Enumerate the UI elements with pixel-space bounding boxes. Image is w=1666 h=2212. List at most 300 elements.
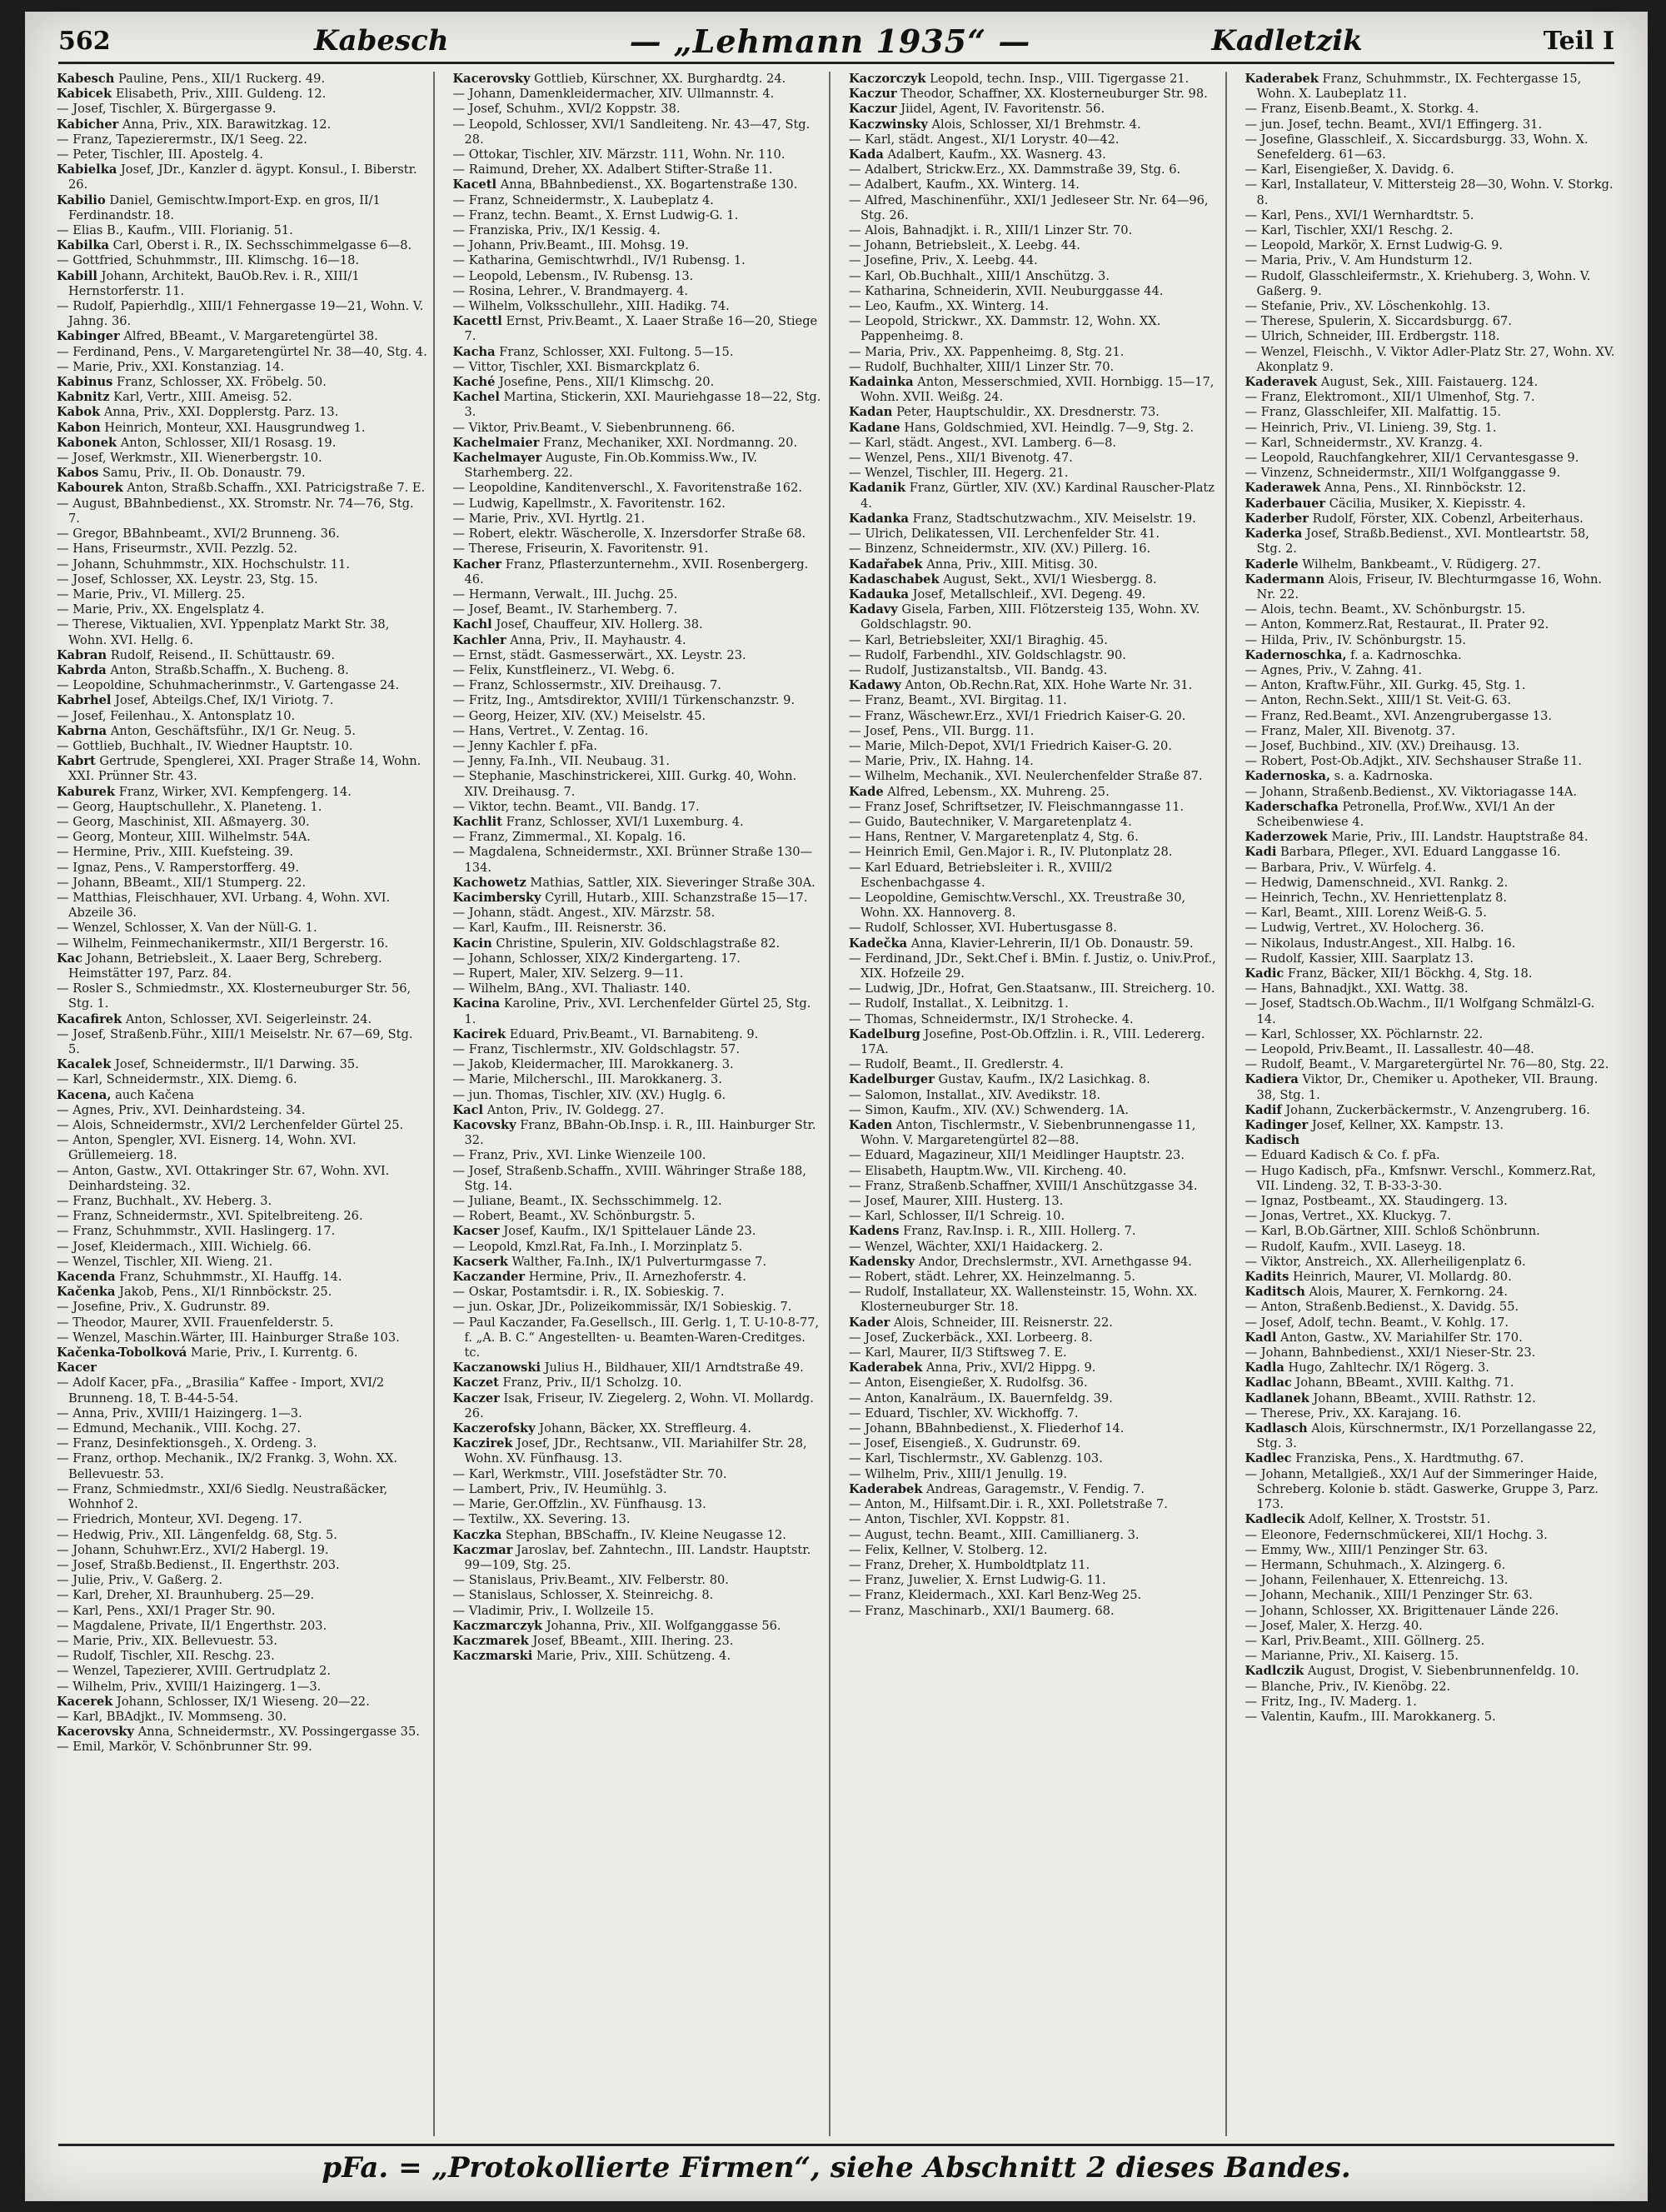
directory-entry — [57, 876, 428, 891]
entry-details: — Guido, Bautechniker, V. Margaretenplatz 4. — [849, 814, 1132, 829]
directory-entry — [453, 436, 825, 451]
directory-entry — [453, 1224, 825, 1239]
entry-details: — Johann, BBahnbedienst., X. Fliederhof 14. — [849, 1421, 1125, 1436]
directory-entry — [1245, 1376, 1619, 1391]
entry-details: Josef, Kellner, XX. Kampstr. 13. — [1311, 1118, 1504, 1133]
directory-entry — [57, 1316, 428, 1331]
directory-entry — [57, 921, 428, 936]
directory-entry — [1245, 1316, 1619, 1331]
entry-details: — Wenzel, Tischler, XII. Wieng. 21. — [57, 1254, 273, 1269]
entry-surname: Kaden — [849, 1118, 893, 1133]
entry-surname: Kadinger — [1245, 1118, 1309, 1133]
directory-entry — [453, 193, 825, 208]
directory-entry — [57, 617, 428, 647]
directory-entry — [1245, 1649, 1619, 1664]
entry-details: Rudolf, Förster, XIX. Cobenzl, Arbeiterhaus. — [1312, 511, 1584, 526]
directory-entry — [57, 1285, 428, 1300]
directory-entry — [57, 329, 428, 344]
entry-details: auch Kačena — [115, 1087, 194, 1102]
entry-details: — Vittor, Tischler, XXI. Bismarckplatz 6. — [452, 359, 701, 374]
entry-details: — Anna, Priv., XVIII/1 Haizingerg. 1—3. — [57, 1406, 302, 1421]
directory-entry — [1245, 633, 1619, 648]
directory-entry — [57, 1072, 428, 1087]
directory-entry — [849, 1316, 1220, 1331]
entry-surname: Kacetl — [452, 177, 497, 192]
entry-details: Anna, Klavier-Lehrerin, II/1 Ob. Donaustr. 59. — [910, 936, 1194, 951]
entry-details: — Wenzel, Tischler, III. Hegerg. 21. — [849, 466, 1069, 481]
entry-details: Hugo, Zahltechr. IX/1 Rögerg. 3. — [1288, 1361, 1489, 1376]
directory-entry — [57, 1194, 428, 1209]
entry-surname: Kadisch — [1245, 1133, 1300, 1148]
entry-details: — Josefine, Priv., X. Gudrunstr. 89. — [57, 1300, 270, 1315]
entry-details: — Rudolf, Beamt., V. Margaretergürtel Nr. 76—80, Stg. 22. — [1245, 1057, 1609, 1072]
entry-details: — Salomon, Installat., XIV. Avedikstr. 18. — [849, 1087, 1101, 1102]
entry-details: Franz, BBahn-Ob.Insp. i. R., III. Hainburger Str. 32. — [464, 1118, 816, 1148]
entry-details: — Josef, Straßb.Bedienst., II. Engerthstr. 203. — [57, 1557, 340, 1572]
directory-entry — [1245, 1406, 1619, 1421]
entry-details: — Eleonore, Federnschmückerei, XII/1 Hochg. 3. — [1245, 1527, 1548, 1542]
entry-details: Marie, Priv., III. Landstr. Hauptstraße 84. — [1331, 830, 1589, 845]
entry-surname: Kachler — [452, 632, 506, 647]
entry-details: — Maria, Priv., XX. Pappenheimg. 8, Stg. 21. — [849, 344, 1125, 359]
entry-details: — Leopold, Markör, X. Ernst Ludwig-G. 9. — [1245, 238, 1504, 253]
entry-surname: Kadens — [849, 1224, 900, 1239]
entry-details: — Leopold, Lebensm., IV. Rubensg. 13. — [452, 268, 694, 283]
entry-details: — Karl Eduard, Betriebsleiter i. R., XVIII/2 Eschenbachgasse 4. — [849, 860, 1113, 890]
directory-entry — [57, 861, 428, 876]
entry-details: Anna, Priv., XIII. Mitisg. 30. — [926, 557, 1098, 572]
entry-details: — Karl, Eisengießer, X. Davidg. 6. — [1245, 162, 1454, 177]
entry-surname: Kachowetz — [452, 875, 526, 890]
entry-details: — Ottokar, Tischler, XIV. Märzstr. 111, Wohn. Nr. 110. — [452, 147, 786, 162]
directory-entry — [849, 587, 1220, 602]
entry-details: — Therese, Spulerin, X. Siccardsburgg. 67. — [1245, 314, 1512, 329]
entry-details: — Anton, Eisengießer, X. Rudolfsg. 36. — [849, 1376, 1088, 1391]
entry-surname: Kacettl — [452, 314, 502, 329]
entry-details: — Felix, Kunstfleinerz., VI. Webg. 6. — [452, 662, 675, 677]
entry-surname: Kadelburg — [849, 1026, 920, 1041]
directory-entry — [453, 1528, 825, 1543]
directory-entry — [57, 132, 428, 147]
directory-entry — [453, 754, 825, 769]
entry-details: — Karl, Schlosser, XX. Pöchlarnstr. 22. — [1245, 1026, 1484, 1041]
entry-surname: Kachlit — [452, 814, 502, 829]
entry-surname: Kaderabek — [849, 1481, 923, 1496]
entry-details: s. a. Kadrnoska. — [1334, 769, 1434, 784]
directory-entry — [453, 1042, 825, 1057]
entry-details: Franz, Rav.Insp. i. R., XIII. Hollerg. 7. — [903, 1224, 1136, 1239]
entry-details: — Ludwig, Kapellmstr., X. Favoritenstr. 162. — [452, 496, 726, 511]
directory-entry — [849, 436, 1220, 451]
directory-entry — [1245, 208, 1619, 223]
directory-entry — [57, 815, 428, 830]
directory-entry — [57, 269, 428, 299]
directory-entry — [849, 1012, 1220, 1027]
directory-entry — [849, 466, 1220, 481]
entry-details: — Johann, Schuhwr.Erz., XVI/2 Habergl. 19. — [57, 1542, 329, 1557]
directory-entry — [1245, 1300, 1619, 1315]
directory-entry — [57, 1634, 428, 1649]
entry-columns — [57, 72, 1623, 2136]
entry-details: — Josef, Werkmstr., XII. Wienerbergstr. 10. — [57, 451, 322, 466]
entry-details: — Wenzel, Fleischh., V. Viktor Adler-Platz Str. 27, Wohn. XV. Akonplatz 9. — [1245, 344, 1615, 374]
entry-details: — Josef, Schuhm., XVI/2 Koppstr. 38. — [452, 102, 681, 117]
entry-details: Franz, Schlosser, XXI. Fultong. 5—15. — [499, 344, 734, 359]
entry-details: — Magdalena, Schneidermstr., XXI. Brünner Straße 130—134. — [452, 845, 813, 875]
entry-surname: Kacirek — [452, 1026, 506, 1041]
directory-entry — [453, 557, 825, 587]
directory-entry — [849, 1270, 1220, 1285]
entry-surname: Kabinger — [57, 329, 120, 344]
entry-details: — Jonas, Vertret., XX. Kluckyg. 7. — [1245, 1209, 1452, 1224]
directory-entry — [57, 360, 428, 375]
directory-entry — [453, 253, 825, 268]
directory-entry — [849, 769, 1220, 784]
directory-entry — [1245, 996, 1619, 1026]
entry-details: — Anton, Kraftw.Führ., XII. Gurkg. 45, Stg. 1. — [1245, 678, 1526, 693]
directory-entry — [57, 1573, 428, 1588]
entry-details: — Jenny, Fa.Inh., VII. Neubaug. 31. — [452, 754, 670, 769]
directory-entry — [57, 800, 428, 815]
entry-details: — Karl, Beamt., XIII. Lorenz Weiß-G. 5. — [1245, 906, 1487, 921]
entry-details: — Friedrich, Monteur, XVI. Degeng. 17. — [57, 1512, 302, 1527]
entry-details: — Marie, Priv., XXI. Konstanziag. 14. — [57, 359, 285, 374]
entry-details: Pauline, Pens., XII/1 Ruckerg. 49. — [117, 72, 326, 86]
entry-surname: Kacina — [452, 996, 501, 1011]
entry-details: — Ignaz, Postbeamt., XX. Staudingerg. 13. — [1245, 1194, 1508, 1209]
entry-surname: Kadla — [1245, 1361, 1284, 1376]
entry-details: — Ulrich, Schneider, III. Erdbergstr. 118. — [1245, 329, 1500, 344]
entry-details: — Hans, Friseurmstr., XVII. Pezzlg. 52. — [57, 542, 297, 557]
directory-entry — [1245, 1451, 1619, 1466]
directory-entry — [849, 678, 1220, 693]
entry-details: Hans, Goldschmied, XVI. Heindlg. 7—9, Stg. 2. — [904, 420, 1195, 435]
directory-entry — [453, 451, 825, 481]
entry-surname: Kacin — [452, 936, 492, 951]
entry-surname: Kačenka — [57, 1285, 116, 1300]
directory-entry — [1245, 527, 1619, 557]
directory-entry — [849, 375, 1220, 405]
directory-entry — [1245, 1543, 1619, 1558]
directory-entry — [849, 87, 1220, 102]
entry-details: — Ludwig, JDr., Hofrat, Gen.Staatsanw., III. Streicherg. 10. — [849, 981, 1215, 996]
directory-entry — [849, 861, 1220, 891]
directory-entry — [849, 1406, 1220, 1421]
directory-entry — [849, 815, 1220, 830]
directory-entry — [849, 1088, 1220, 1103]
directory-entry — [1245, 345, 1619, 375]
entry-details: — Karl, Maurer, II/3 Stiftsweg 7. E. — [849, 1346, 1067, 1361]
entry-surname: Kacerovsky — [57, 1725, 135, 1740]
entry-details: — Hans, Vertret., V. Zentag. 16. — [452, 723, 649, 738]
entry-details: Anton, Schlosser, XVI. Seigerleinstr. 24. — [125, 1011, 372, 1026]
entry-details: — jun. Josef, techn. Beamt., XVI/1 Effingerg. 31. — [1245, 117, 1543, 132]
page-header — [58, 20, 1614, 64]
directory-entry — [1245, 1331, 1619, 1346]
entry-details: — Johann, Schlosser, XX. Brigittenauer Lände 226. — [1245, 1603, 1559, 1618]
entry-details: — Karl, städt. Angest., XVI. Lamberg. 6—8. — [849, 435, 1117, 450]
entry-details: — Rupert, Maler, XIV. Selzerg. 9—11. — [452, 966, 684, 981]
directory-entry — [1245, 830, 1619, 845]
directory-entry — [1245, 1285, 1619, 1300]
entry-surname: Kadelburger — [849, 1072, 935, 1087]
directory-entry — [849, 1361, 1220, 1376]
directory-entry — [453, 527, 825, 542]
entry-details: Josef, JDr., Rechtsanw., VII. Mariahilfer Str. 28, Wohn. XV. Fünfhausg. 13. — [464, 1436, 807, 1466]
directory-entry — [849, 1331, 1220, 1346]
entry-surname: Kaczmarski — [452, 1649, 533, 1664]
directory-entry — [453, 845, 825, 875]
entry-details: — Rudolf, Installateur, XX. Wallensteinstr. 15, Wohn. XX. Klosterneuburger Str. 18. — [849, 1285, 1198, 1315]
directory-entry — [1245, 512, 1619, 527]
directory-entry — [57, 1118, 428, 1133]
entry-details: — Johann, städt. Angest., XIV. Märzstr. 58. — [452, 906, 716, 921]
column-4 — [1245, 72, 1624, 2136]
entry-details: Anna, BBahnbedienst., XX. Bogartenstraße 130. — [500, 177, 798, 192]
entry-details: — Ferdinand, JDr., Sekt.Chef i. BMin. f. Justiz, o. Univ.Prof., XIX. Hofzeile 29. — [849, 951, 1216, 981]
directory-entry — [57, 693, 428, 708]
directory-entry — [1245, 966, 1619, 981]
directory-entry — [1245, 1224, 1619, 1239]
entry-details: Anna, Schneidermstr., XV. Possingergasse 35. — [137, 1725, 420, 1740]
directory-entry — [453, 876, 825, 891]
entry-details: Alois, Schneider, III. Reisnerstr. 22. — [893, 1315, 1113, 1330]
entry-details: — Viktor, Anstreich., XX. Allerheiligenplatz 6. — [1245, 1254, 1526, 1269]
directory-entry — [453, 1300, 825, 1315]
entry-details: — Leopold, Schlosser, XVI/1 Sandleiteng. Nr. 43—47, Stg. 28. — [452, 117, 811, 147]
directory-title: — „Lehmann 1935“ — — [629, 22, 1031, 60]
directory-entry — [57, 587, 428, 602]
directory-entry — [1245, 1133, 1619, 1148]
entry-details: Anton, Straßb.Schaffn., XXI. Patricigstraße 7. E. — [127, 481, 426, 496]
entry-details: — Lambert, Priv., IV. Heumühlg. 3. — [452, 1481, 667, 1496]
entry-details: — Johann, Damenkleidermacher, XIV. Ullmannstr. 4. — [452, 87, 775, 102]
directory-entry — [453, 830, 825, 845]
entry-surname: Kacher — [452, 557, 502, 572]
entry-details: Franz, Wirker, XVI. Kempfengerg. 14. — [118, 784, 352, 799]
directory-entry — [1245, 375, 1619, 390]
directory-entry — [57, 1057, 428, 1072]
entry-details: Anton, Gastw., XV. Mariahilfer Str. 170. — [1280, 1330, 1523, 1345]
directory-entry — [57, 451, 428, 466]
directory-entry — [1245, 1346, 1619, 1361]
entry-details: — Alois, Schneidermstr., XVI/2 Lerchenfelder Gürtel 25. — [57, 1118, 404, 1133]
page-footer — [58, 2144, 1614, 2190]
directory-entry — [849, 739, 1220, 754]
entry-details: Adalbert, Kaufm., XX. Wasnerg. 43. — [887, 147, 1106, 162]
entry-details: — Franz, Glasschleifer, XII. Malfattig. 15. — [1245, 405, 1501, 420]
entry-details: Anton, Tischlermstr., V. Siebenbrunnengasse 11, Wohn. V. Margaretengürtel 82—88. — [860, 1118, 1196, 1148]
entry-surname: Kabilka — [57, 238, 109, 253]
directory-entry — [57, 830, 428, 845]
directory-entry — [453, 1103, 825, 1118]
entry-details: — Karl, Priv.Beamt., XIII. Göllnerg. 25. — [1245, 1633, 1485, 1648]
entry-details: — Anton, Spengler, XVI. Eisnerg. 14, Wohn. XVI. Grüllemeierg. 18. — [57, 1133, 357, 1163]
directory-entry — [57, 527, 428, 542]
entry-details: Walther, Fa.Inh., IX/1 Pulverturmgasse 7. — [511, 1254, 767, 1269]
directory-entry — [453, 1240, 825, 1255]
entry-details: Rudolf, Reisend., II. Schüttaustr. 69. — [110, 647, 335, 662]
directory-entry — [849, 1482, 1220, 1497]
directory-entry — [57, 436, 428, 451]
entry-details: Isak, Friseur, IV. Ziegelerg. 2, Wohn. VI. Mollardg. 26. — [464, 1391, 814, 1421]
directory-entry — [57, 238, 428, 253]
directory-entry — [453, 966, 825, 981]
entry-details: — Elisabeth, Hauptm.Ww., VII. Kircheng. 40. — [849, 1163, 1127, 1178]
directory-entry — [453, 891, 825, 906]
entry-details: — Franz, Schuhmmstr., XVII. Haslingerg. 17. — [57, 1224, 336, 1239]
entry-details: — Josef, Tischler, X. Bürgergasse 9. — [57, 102, 277, 117]
entry-details: — Wilhelm, Priv., XVIII/1 Haizingerg. 1—3. — [57, 1679, 322, 1694]
directory-entry — [1245, 876, 1619, 891]
entry-details: — Katharina, Schneiderin, XVII. Neuburggasse 44. — [849, 283, 1164, 298]
directory-entry — [453, 1027, 825, 1042]
entry-details: — Hermann, Schuhmach., X. Alzingerg. 6. — [1245, 1557, 1506, 1572]
entry-details: — Anton, Rechn.Sekt., XIII/1 St. Veit-G. 63. — [1245, 693, 1512, 708]
entry-details: — Franziska, Priv., IX/1 Kessig. 4. — [452, 223, 661, 238]
entry-details: — Anton, Gastw., XVI. Ottakringer Str. 67, Wohn. XVI. Deinhardsteing. 32. — [57, 1163, 390, 1193]
entry-details: Alois, Schlosser, XI/1 Brehmstr. 4. — [931, 117, 1141, 132]
entry-details: — Heinrich, Priv., VI. Linieng. 39, Stg. 1. — [1245, 420, 1497, 435]
directory-entry — [1245, 314, 1619, 329]
entry-details: — Vladimir, Priv., I. Wollzeile 15. — [452, 1603, 655, 1618]
directory-entry — [57, 375, 428, 390]
directory-entry — [57, 845, 428, 860]
entry-surname: Kachelmayer — [452, 451, 542, 466]
entry-details: Elisabeth, Priv., XIII. Guldeng. 12. — [115, 87, 327, 102]
directory-entry — [57, 147, 428, 162]
entry-details: Heinrich, Monteur, XXI. Hausgrundweg 1. — [104, 420, 366, 435]
directory-entry — [57, 1300, 428, 1315]
directory-entry — [57, 951, 428, 981]
directory-entry — [1245, 1194, 1619, 1209]
entry-details: — Josef, Straßenb.Führ., XIII/1 Meiselstr. Nr. 67—69, Stg. 5. — [57, 1026, 413, 1056]
entry-details: — Rudolf, Beamt., II. Gredlerstr. 4. — [849, 1057, 1064, 1072]
directory-entry — [453, 1376, 825, 1391]
entry-details: August, Sek., XIII. Faistauerg. 124. — [1320, 375, 1539, 390]
directory-entry — [849, 1467, 1220, 1482]
directory-entry — [849, 1421, 1220, 1436]
entry-details: Viktor, Dr., Chemiker u. Apotheker, VII. Braung. 38, Stg. 1. — [1256, 1072, 1599, 1102]
entry-details: Theodor, Schaffner, XX. Klosterneuburger Str. 98. — [900, 87, 1208, 102]
directory-entry — [453, 390, 825, 420]
entry-details: — Heinrich Emil, Gen.Major i. R., IV. Plutonplatz 28. — [849, 845, 1173, 860]
directory-entry — [57, 936, 428, 951]
directory-entry — [453, 72, 825, 87]
entry-details: Jaroslav, bef. Zahntechn., III. Landstr. Hauptstr. 99—109, Stg. 25. — [464, 1542, 811, 1572]
directory-entry — [57, 466, 428, 481]
directory-entry — [57, 663, 428, 678]
directory-entry — [453, 345, 825, 360]
directory-entry — [849, 981, 1220, 996]
directory-entry — [1245, 572, 1619, 602]
entry-details: — Franz, orthop. Mechanik., IX/2 Frankg. 3, Wohn. XX. Bellevuestr. 53. — [57, 1451, 398, 1481]
directory-entry — [453, 1649, 825, 1664]
entry-details: — Elias B., Kaufm., VIII. Florianig. 51. — [57, 223, 293, 238]
directory-entry — [453, 1361, 825, 1376]
directory-entry — [453, 800, 825, 815]
entry-surname: Kacser — [452, 1224, 500, 1239]
directory-entry — [57, 1482, 428, 1512]
directory-entry — [57, 1027, 428, 1057]
entry-details: — Leopoldine, Schuhmacherinmstr., V. Gartengasse 24. — [57, 678, 400, 693]
entry-details: Marie, Priv., I. Kurrentg. 6. — [190, 1346, 358, 1361]
directory-entry — [849, 1224, 1220, 1239]
entry-details: — Rudolf, Farbendhl., XIV. Goldschlagstr. 90. — [849, 647, 1126, 662]
entry-surname: Kabesch — [57, 72, 115, 86]
directory-entry — [453, 360, 825, 375]
entry-details: — Marie, Milcherschl., III. Marokkanerg. 3. — [452, 1072, 722, 1087]
entry-details: — Adolf Kacer, pFa., „Brasilia“ Kaffee - Import, XVI/2 Brunneng. 18, T. B-44-5-54. — [57, 1376, 385, 1406]
entry-surname: Kadawy — [849, 678, 901, 693]
entry-surname: Kabok — [57, 405, 101, 420]
directory-entry — [57, 1346, 428, 1361]
directory-entry — [1245, 1118, 1619, 1133]
entry-details: Gustav, Kaufm., IX/2 Lasichkag. 8. — [938, 1072, 1150, 1087]
entry-details: — Karl, Schneidermstr., XV. Kranzg. 4. — [1245, 435, 1483, 450]
directory-entry — [1245, 436, 1619, 451]
directory-entry — [849, 1255, 1220, 1270]
entry-details: Samu, Priv., II. Ob. Donaustr. 79. — [102, 466, 306, 481]
directory-entry — [453, 1482, 825, 1497]
entry-details: — Hugo Kadisch, pFa., Kmfsnwr. Verschl., Kommerz.Rat, VII. Lindeng. 32, T. B-33-3-30. — [1245, 1163, 1596, 1193]
directory-entry — [57, 87, 428, 102]
directory-entry — [57, 1421, 428, 1436]
entry-details: Franz, Schlosser, XVI/1 Luxemburg. 4. — [506, 814, 744, 829]
entry-details: Jakob, Pens., XI/1 Rinnböckstr. 25. — [119, 1285, 332, 1300]
directory-entry — [453, 1588, 825, 1603]
directory-entry — [1245, 299, 1619, 314]
directory-entry — [453, 1057, 825, 1072]
directory-entry — [453, 769, 825, 799]
directory-entry — [57, 1604, 428, 1619]
entry-surname: Kadanka — [849, 511, 909, 526]
entry-details: — Johann, Betriebsleit., X. Leebg. 44. — [849, 238, 1080, 253]
entry-surname: Kaczwinsky — [849, 117, 928, 132]
directory-entry — [1245, 981, 1619, 996]
entry-details: — Leopoldine, Kanditenverschl., X. Favoritenstraße 162. — [452, 481, 803, 496]
entry-details: — Johann, Feilenhauer, X. Ettenreichg. 13. — [1245, 1573, 1509, 1588]
entry-surname: Kabill — [57, 268, 97, 283]
entry-details: Anna, Priv., XXI. Dopplerstg. Parz. 13. — [103, 405, 339, 420]
directory-entry — [849, 1027, 1220, 1057]
directory-entry — [57, 481, 428, 496]
entry-details: — Franz, Maschinarb., XXI/1 Baumerg. 68. — [849, 1603, 1115, 1618]
directory-entry — [1245, 117, 1619, 132]
entry-details: Josef, Abteilgs.Chef, IX/1 Viriotg. 7. — [115, 693, 334, 708]
directory-entry — [453, 117, 825, 147]
directory-entry — [849, 1436, 1220, 1451]
directory-entry — [453, 981, 825, 996]
entry-details: — Edmund, Mechanik., VIII. Kochg. 27. — [57, 1421, 301, 1436]
directory-entry — [453, 208, 825, 223]
directory-entry — [849, 1391, 1220, 1406]
entry-surname: Kabos — [57, 466, 99, 481]
directory-entry — [453, 238, 825, 253]
entry-details: Johann, Schlosser, IX/1 Wieseng. 20—22. — [117, 1694, 370, 1709]
entry-details: — Rudolf, Papierhdlg., XIII/1 Fehnergasse 19—21, Wohn. V. Jahng. 36. — [57, 299, 424, 329]
left-guide-word: Kabesch — [314, 24, 449, 57]
entry-details: Alois, Kürschnermstr., IX/1 Porzellangasse 22, Stg. 3. — [1256, 1421, 1597, 1451]
entry-details: — Agnes, Priv., XVI. Deinhardsteing. 34. — [57, 1102, 306, 1117]
entry-details: Josef, JDr., Kanzler d. ägypt. Konsul., I. Biberstr. 26. — [68, 162, 417, 192]
directory-entry — [1245, 162, 1619, 177]
directory-entry — [849, 117, 1220, 132]
directory-entry — [849, 1285, 1220, 1315]
entry-surname: Kaczer — [452, 1391, 500, 1406]
directory-entry — [849, 830, 1220, 845]
entry-details: — Karl, Schneidermstr., XIX. Diemg. 6. — [57, 1072, 297, 1087]
